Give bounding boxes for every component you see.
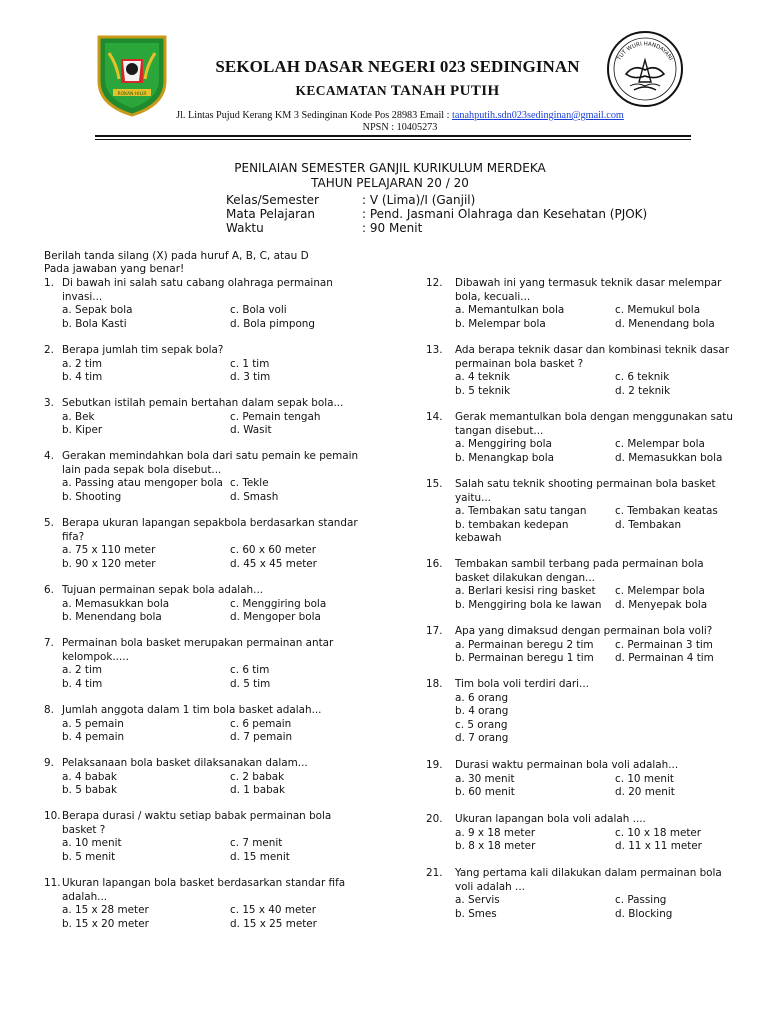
question-number: 3.: [44, 397, 54, 409]
question-text: Pelaksanaan bola basket dilaksanakan dalam...: [62, 757, 308, 769]
question-item: [426, 759, 736, 800]
question-item: [44, 584, 364, 625]
question-item: [44, 704, 364, 745]
answer-option: c. Permainan 3 tim: [615, 638, 713, 651]
logo-left-text: ROKAN HILIR: [117, 92, 147, 97]
question-stem: [426, 558, 736, 585]
question-number: 5.: [44, 517, 54, 529]
answer-option: d. 2 teknik: [615, 384, 671, 397]
header-divider-thick: [95, 135, 691, 137]
answer-option: a. 6 orang: [455, 691, 509, 704]
answer-options: [44, 544, 364, 571]
question-stem: [44, 704, 364, 718]
answer-option: d. Memasukkan bola: [615, 451, 723, 464]
question-item: [44, 517, 364, 571]
answer-option: b. Permainan beregu 1 tim: [455, 652, 594, 665]
answer-options: [44, 358, 364, 385]
answer-option-continuation: kebawah: [455, 532, 502, 545]
question-text: Berapa jumlah tim sepak bola?: [62, 344, 224, 356]
answer-option: d. Mengoper bola: [230, 611, 321, 624]
answer-option: c. 10 x 18 meter: [615, 826, 702, 839]
question-number: 6.: [44, 584, 54, 596]
answer-option: d. Permainan 4 tim: [615, 652, 714, 665]
answer-option: d. 15 x 25 meter: [230, 917, 317, 930]
answer-options: [426, 692, 736, 746]
question-number: 2.: [44, 344, 54, 356]
answer-options: [426, 304, 736, 331]
question-number: 20.: [426, 813, 443, 825]
answer-option: c. 6 tim: [230, 664, 270, 677]
question-item: [44, 277, 364, 331]
answer-option: c. 1 tim: [230, 357, 270, 370]
answer-option: b. 4 orang: [455, 705, 509, 718]
answer-option: d. 15 menit: [230, 850, 290, 863]
answer-options: [426, 505, 736, 532]
question-text: Ada berapa teknik dasar dan kombinasi teknik dasar permainan bola basket ?: [455, 344, 729, 370]
question-stem: [426, 759, 736, 773]
question-stem: [44, 397, 364, 411]
question-stem: [44, 517, 364, 544]
question-stem: [426, 478, 736, 505]
question-text: Tujuan permainan sepak bola adalah...: [62, 584, 264, 596]
question-item: [426, 277, 736, 331]
exam-info-label: Waktu: [226, 221, 264, 235]
answer-options: [44, 304, 364, 331]
question-stem: [44, 344, 364, 358]
exam-info-row: [226, 193, 647, 207]
answer-option: c. Melempar bola: [615, 438, 705, 451]
district-prefix: KECAMATAN: [295, 83, 388, 98]
question-item: [44, 810, 364, 864]
answer-option: a. 4 babak: [62, 770, 117, 783]
answer-option: b. 8 x 18 meter: [455, 840, 536, 853]
answer-options: [426, 827, 736, 854]
answer-option: c. Menggiring bola: [230, 597, 327, 610]
answer-option: b. Smes: [455, 907, 497, 920]
answer-option: c. Tekle: [230, 477, 269, 490]
question-text: Permainan bola basket merupakan permainan antar kelompok.....: [62, 637, 334, 663]
question-stem: [426, 277, 736, 304]
question-text: Jumlah anggota dalam 1 tim bola basket adalah...: [62, 704, 322, 716]
question-text: Salah satu teknik shooting permainan bola basket yaitu...: [455, 478, 716, 504]
answer-option: c. 60 x 60 meter: [230, 544, 317, 557]
answer-option: a. 9 x 18 meter: [455, 826, 536, 839]
question-item: [426, 344, 736, 398]
answer-option: a. Tembakan satu tangan: [455, 505, 587, 518]
question-number: 16.: [426, 558, 443, 570]
district-name: [170, 83, 625, 100]
answer-option: d. Bola pimpong: [230, 317, 315, 330]
answer-options: [44, 718, 364, 745]
question-text: Berapa ukuran lapangan sepakbola berdasarkan standar fifa?: [62, 517, 358, 543]
question-item: [426, 411, 736, 465]
question-number: 15.: [426, 478, 443, 490]
question-stem: [426, 867, 736, 894]
exam-year: TAHUN PELAJARAN 20 / 20: [311, 176, 469, 190]
answer-option: b. 15 x 20 meter: [62, 917, 149, 930]
answer-options: [44, 598, 364, 625]
question-stem: [426, 344, 736, 371]
question-number: 13.: [426, 344, 443, 356]
answer-option: b. Shooting: [62, 490, 122, 503]
answer-option: b. Kiper: [62, 424, 103, 437]
answer-option: b. tembakan kedepan: [455, 518, 569, 531]
question-text: Yang pertama kali dilakukan dalam permainan bola voli adalah ...: [455, 867, 722, 893]
question-stem: [44, 877, 364, 904]
question-item: [426, 867, 736, 921]
answer-option: a. Memasukkan bola: [62, 597, 170, 610]
answer-option: a. Permainan beregu 2 tim: [455, 638, 594, 651]
answer-option: a. 15 x 28 meter: [62, 904, 149, 917]
answer-option: d. 7 orang: [455, 732, 509, 745]
question-item: [426, 478, 736, 546]
answer-option: b. Menangkap bola: [455, 451, 555, 464]
answer-option: c. 2 babak: [230, 770, 285, 783]
answer-options: [44, 771, 364, 798]
question-item: [44, 450, 364, 504]
school-name: SEKOLAH DASAR NEGERI 023 SEDINGINAN: [215, 57, 580, 76]
answer-option: b. 4 pemain: [62, 731, 125, 744]
question-item: [44, 757, 364, 798]
question-stem: [44, 637, 364, 664]
answer-option: c. Melempar bola: [615, 585, 705, 598]
answer-option: c. Bola voli: [230, 304, 287, 317]
question-text: Gerakan memindahkan bola dari satu pemain ke pemain lain pada sepak bola disebut...: [62, 450, 359, 476]
answer-option: a. Servis: [455, 894, 500, 907]
answer-option: d. Menendang bola: [615, 317, 715, 330]
question-text: Durasi waktu permainan bola voli adalah...: [455, 759, 679, 771]
answer-option: c. 6 teknik: [615, 371, 670, 384]
answer-option: a. Berlari kesisi ring basket: [455, 585, 596, 598]
question-number: 18.: [426, 678, 443, 690]
question-text: Sebutkan istilah pemain bertahan dalam sepak bola...: [62, 397, 344, 409]
answer-option: a. Menggiring bola: [455, 438, 552, 451]
exam-info-label: Kelas/Semester: [226, 193, 319, 207]
question-stem: [44, 757, 364, 771]
answer-option: b. Menendang bola: [62, 611, 162, 624]
question-number: 10.: [44, 810, 61, 822]
exam-info-block: [226, 193, 647, 235]
question-text: Ukuran lapangan bola voli adalah ....: [455, 813, 646, 825]
question-stem: [44, 810, 364, 837]
question-number: 12.: [426, 277, 443, 289]
answer-option: a. 5 pemain: [62, 717, 124, 730]
answer-options: [44, 477, 364, 504]
answer-options: [426, 371, 736, 398]
answer-option: b. 5 menit: [62, 850, 116, 863]
question-item: [44, 637, 364, 691]
answer-option: c. 10 menit: [615, 772, 674, 785]
question-item: [426, 813, 736, 854]
question-stem: [426, 625, 736, 639]
question-text: Gerak memantulkan bola dengan menggunakan satu tangan disebut...: [455, 411, 733, 437]
question-stem: [44, 277, 364, 304]
question-number: 21.: [426, 867, 443, 879]
question-number: 11.: [44, 877, 61, 889]
question-stem: [44, 450, 364, 477]
answer-option: a. Sepak bola: [62, 304, 133, 317]
school-address: [120, 110, 680, 121]
exam-info-value: : 90 Menit: [362, 221, 423, 235]
answer-option: c. 5 orang: [455, 718, 508, 731]
answer-options: [426, 773, 736, 800]
answer-option: c. Tembakan keatas: [615, 505, 718, 518]
answer-option: b. Menggiring bola ke lawan: [455, 598, 602, 611]
question-item: [44, 397, 364, 438]
instruction-line: Berilah tanda silang (X) pada huruf A, B, C, atau D: [44, 250, 309, 262]
address-text: Jl. Lintas Pujud Kerang KM 3 Sedinginan Kode Pos 28983 Email :: [176, 110, 450, 121]
question-number: 7.: [44, 637, 54, 649]
question-number: 4.: [44, 450, 54, 462]
answer-option: b. Bola Kasti: [62, 317, 127, 330]
answer-option: a. 30 menit: [455, 772, 515, 785]
answer-option: d. 45 x 45 meter: [230, 557, 317, 570]
answer-option: b. 4 tim: [62, 677, 103, 690]
answer-options: [44, 904, 364, 931]
question-text: Dibawah ini yang termasuk teknik dasar melempar bola, kecuali...: [455, 277, 722, 303]
question-number: 8.: [44, 704, 54, 716]
npsn-number: NPSN : 10405273: [362, 122, 438, 133]
exam-info-label: Mata Pelajaran: [226, 207, 316, 221]
question-number: 17.: [426, 625, 443, 637]
question-stem: [426, 813, 736, 827]
question-stem: [426, 411, 736, 438]
email-link[interactable]: tanahputih.sdn023sedinginan@gmail.com: [452, 110, 624, 121]
answer-option: b. 90 x 120 meter: [62, 557, 156, 570]
answer-options: [426, 585, 736, 612]
answer-option: d. 11 x 11 meter: [615, 840, 702, 853]
instructions: [44, 250, 309, 276]
answer-options: [426, 894, 736, 921]
exam-info-row: [226, 207, 647, 221]
answer-option: d. Smash: [230, 490, 279, 503]
answer-option: b. 5 babak: [62, 784, 118, 797]
district-title: TANAH PUTIH: [390, 83, 500, 99]
regency-emblem-logo: [95, 31, 169, 117]
answer-option: d. 20 menit: [615, 786, 675, 799]
answer-option: b. 5 teknik: [455, 384, 511, 397]
answer-option: a. Memantulkan bola: [455, 304, 565, 317]
question-text: Berapa durasi / waktu setiap babak permainan bola basket ?: [62, 810, 332, 836]
answer-option: d. 3 tim: [230, 371, 271, 384]
answer-option: c. Passing: [615, 894, 667, 907]
question-item: [44, 877, 364, 931]
question-number: 14.: [426, 411, 443, 423]
question-stem: [44, 584, 364, 598]
answer-option: d. 5 tim: [230, 677, 271, 690]
question-item: [426, 558, 736, 612]
answer-options: [44, 411, 364, 438]
answer-option: a. 4 teknik: [455, 371, 510, 384]
answer-options: [44, 664, 364, 691]
logo-right-text: TUT WURI HANDAYANI: [616, 41, 674, 62]
exam-info-value: : V (Lima)/I (Ganjil): [362, 193, 476, 207]
answer-option: d. Wasit: [230, 424, 272, 437]
question-text: Tembakan sambil terbang pada permainan bola basket dilakukan dengan...: [455, 558, 704, 584]
exam-info-row: [226, 221, 647, 235]
answer-option: c. 15 x 40 meter: [230, 904, 317, 917]
answer-option: a. 75 x 110 meter: [62, 544, 156, 557]
exam-info-value: : Pend. Jasmani Olahraga dan Kesehatan (PJOK): [362, 207, 648, 221]
question-text: Di bawah ini salah satu cabang olahraga permainan invasi...: [62, 277, 333, 303]
question-text: Tim bola voli terdiri dari...: [455, 678, 589, 690]
answer-option: d. Menyepak bola: [615, 598, 708, 611]
instruction-line: Pada jawaban yang benar!: [44, 263, 185, 275]
answer-option: a. 2 tim: [62, 357, 102, 370]
answer-option: a. 10 menit: [62, 837, 122, 850]
answer-option: a. Bek: [62, 410, 95, 423]
question-item: [426, 625, 736, 666]
answer-option: c. 6 pemain: [230, 717, 292, 730]
answer-option: b. 60 menit: [455, 786, 515, 799]
answer-options: [44, 837, 364, 864]
answer-option: d. Blocking: [615, 907, 673, 920]
question-item: [44, 344, 364, 385]
question-number: 19.: [426, 759, 443, 771]
question-stem: [426, 678, 736, 692]
answer-options: [426, 438, 736, 465]
answer-option: b. 4 tim: [62, 371, 103, 384]
answer-option: d. 1 babak: [230, 784, 286, 797]
question-number: 1.: [44, 277, 54, 289]
answer-option: d. 7 pemain: [230, 731, 293, 744]
header-divider-thin: [95, 139, 691, 140]
answer-option: a. 2 tim: [62, 664, 102, 677]
exam-title: PENILAIAN SEMESTER GANJIL KURIKULUM MERDEKA: [234, 161, 546, 175]
answer-option: b. Melempar bola: [455, 317, 546, 330]
answer-option: d. Tembakan: [615, 518, 682, 531]
question-text: Apa yang dimaksud dengan permainan bola voli?: [455, 625, 713, 637]
question-number: 9.: [44, 757, 54, 769]
question-item: [426, 678, 736, 746]
answer-option: c. Memukul bola: [615, 304, 701, 317]
question-text: Ukuran lapangan bola basket berdasarkan standar fifa adalah...: [62, 877, 346, 903]
answer-option: a. Passing atau mengoper bola: [62, 477, 223, 490]
answer-options: [426, 639, 736, 666]
answer-option: c. Pemain tengah: [230, 410, 321, 423]
answer-option: c. 7 menit: [230, 837, 283, 850]
